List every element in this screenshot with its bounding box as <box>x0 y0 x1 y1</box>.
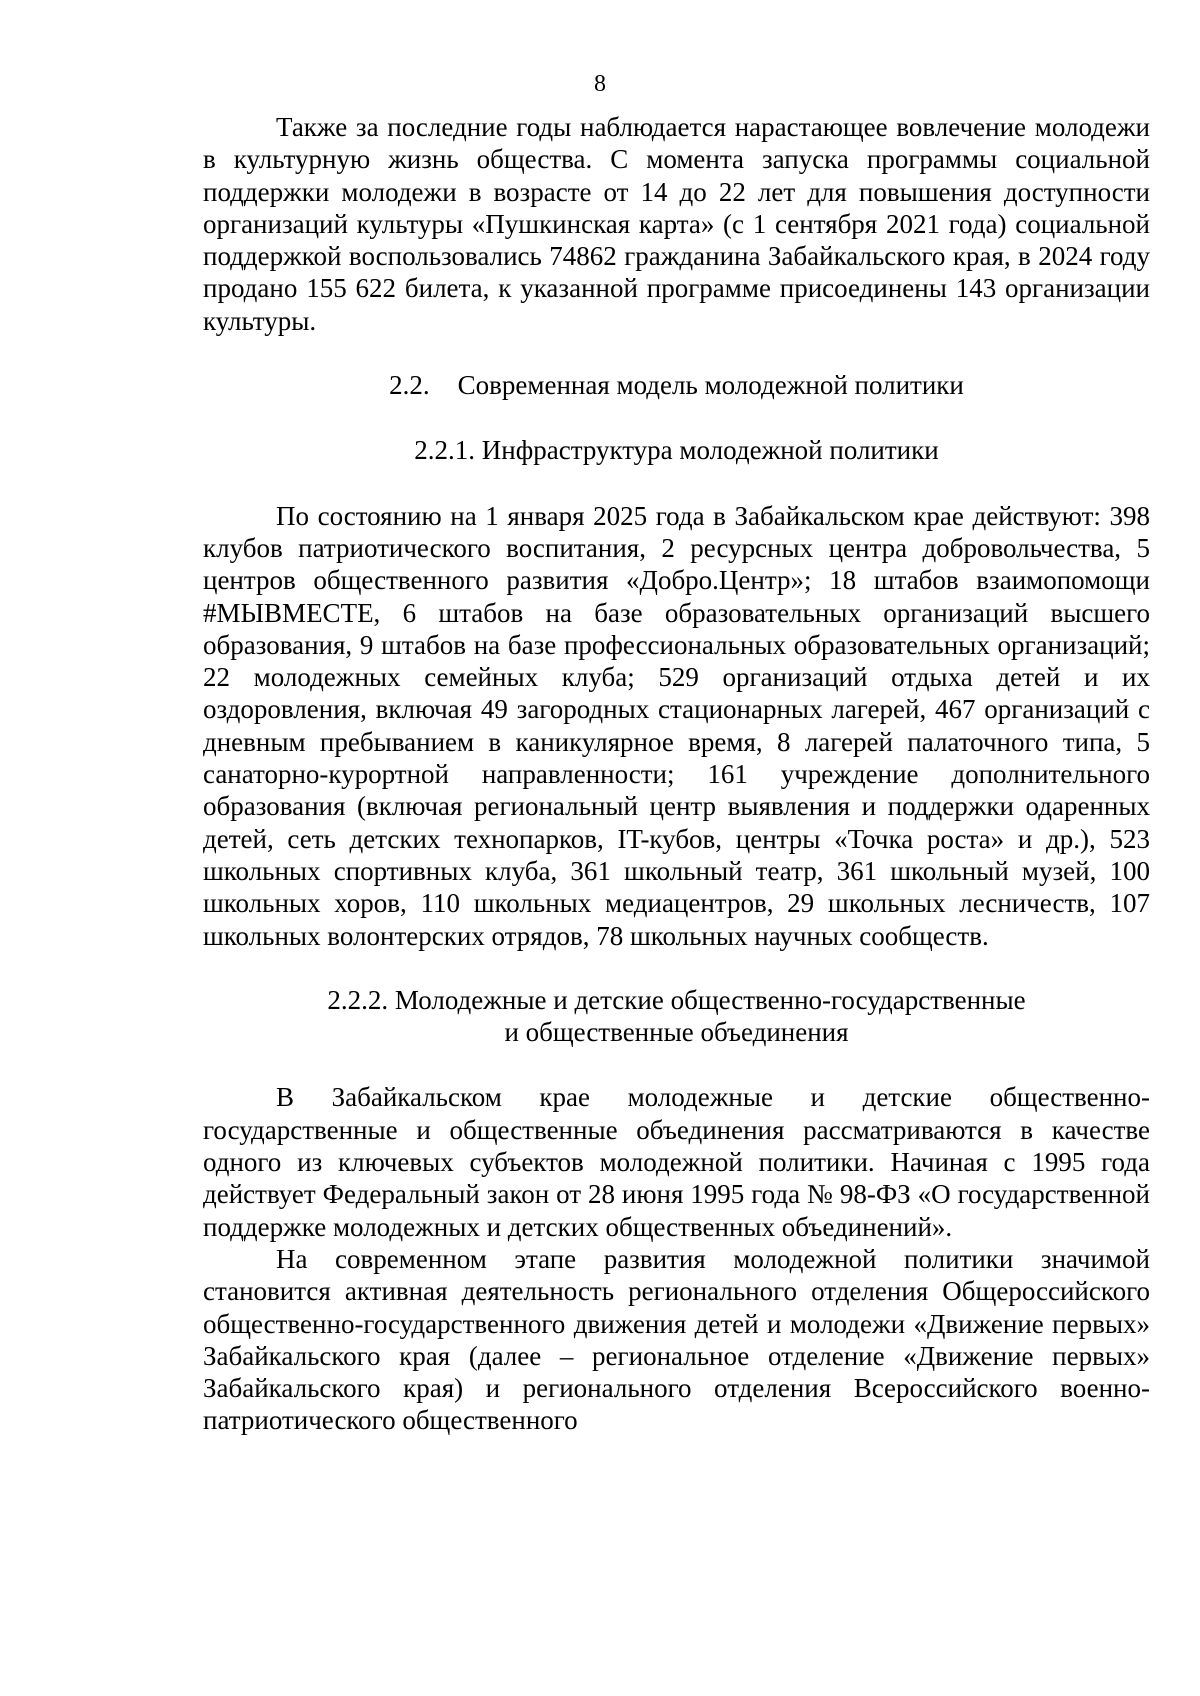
paragraph-associations: В Забайкальском крае молодежные и детские общественно-государственные и общественные объединения рассматриваются в качестве одного из ключевых субъектов молодежной политики. Начиная с 1995 года действует Федеральный закон от 28 июня 1995 года № 98-ФЗ «О государственной поддержке молодежных и детских общественных объединений». <box>203 1082 1150 1242</box>
heading-section-2-2-number: 2.2. <box>389 370 430 401</box>
paragraph-culture: Также за последние годы наблюдается нарастающее вовлечение молодежи в культурную жизнь общества. С момента запуска программы социальной поддержки молодежи в возрасте от 14 до 22 лет для повышения доступности организаций культуры «Пушкинская карта» (с 1 сентября 2021 года) социальной поддержкой воспользовались 74862 гражданина Забайкальского края, в 2024 году продано 155 622 билета, к указанной программе присоединены 143 организации культуры. <box>203 112 1150 336</box>
heading-section-2-2 <box>203 369 1150 401</box>
heading-section-2-2-title: Современная модель молодежной политики <box>457 370 964 401</box>
paragraph-infrastructure: По состоянию на 1 января 2025 года в Забайкальском крае действуют: 398 клубов патриотического воспитания, 2 ресурсных центра добровольчества, 5 центров общественного развития «Добро.Центр»; 18 штабов взаимопомощи #МЫВМЕСТЕ, 6 штабов на базе образовательных организаций высшего образования, 9 штабов на базе профессиональных образовательных организаций; 22 молодежных семейных клуба; 529 организаций отдыха детей и их оздоровления, включая 49 загородных стационарных лагерей, 467 организаций с дневным пребыванием в каникулярное время, 8 лагерей палаточного типа, 5 санаторно-курортной направленности; 161 учреждение дополнительного образования (включая региональный центр выявления и поддержки одаренных детей, сеть детских технопарков, IT-кубов, центры «Точка роста» и др.), 523 школьных спортивных клуба, 361 школьный театр, 361 школьный музей, 100 школьных хоров, 110 школьных медиацентров, 29 школьных лесничеств, 107 школьных волонтерских отрядов, 78 школьных научных сообществ. <box>203 500 1150 951</box>
heading-section-2-2-1: 2.2.1. Инфраструктура молодежной политики <box>414 435 939 466</box>
page-content <box>203 111 1150 1437</box>
heading-section-2-2-2 <box>203 984 1150 1049</box>
paragraph-movement: На современном этапе развития молодежной политики значимой становится активная деятельность регионального отделения Общероссийского общественно-государственного движения детей и молодежи «Движение первых» Забайкальского края (далее – региональное отделение «Движение первых» Забайкальского края) и регионального отделения Всероссийского военно-патриотического общественного <box>203 1243 1150 1436</box>
page-number: 8 <box>594 71 606 97</box>
heading-section-2-2-2-line1: 2.2.2. Молодежные и детские общественно-государственные <box>327 984 1026 1015</box>
heading-section-2-2-2-line2: и общественные объединения <box>504 1017 849 1048</box>
